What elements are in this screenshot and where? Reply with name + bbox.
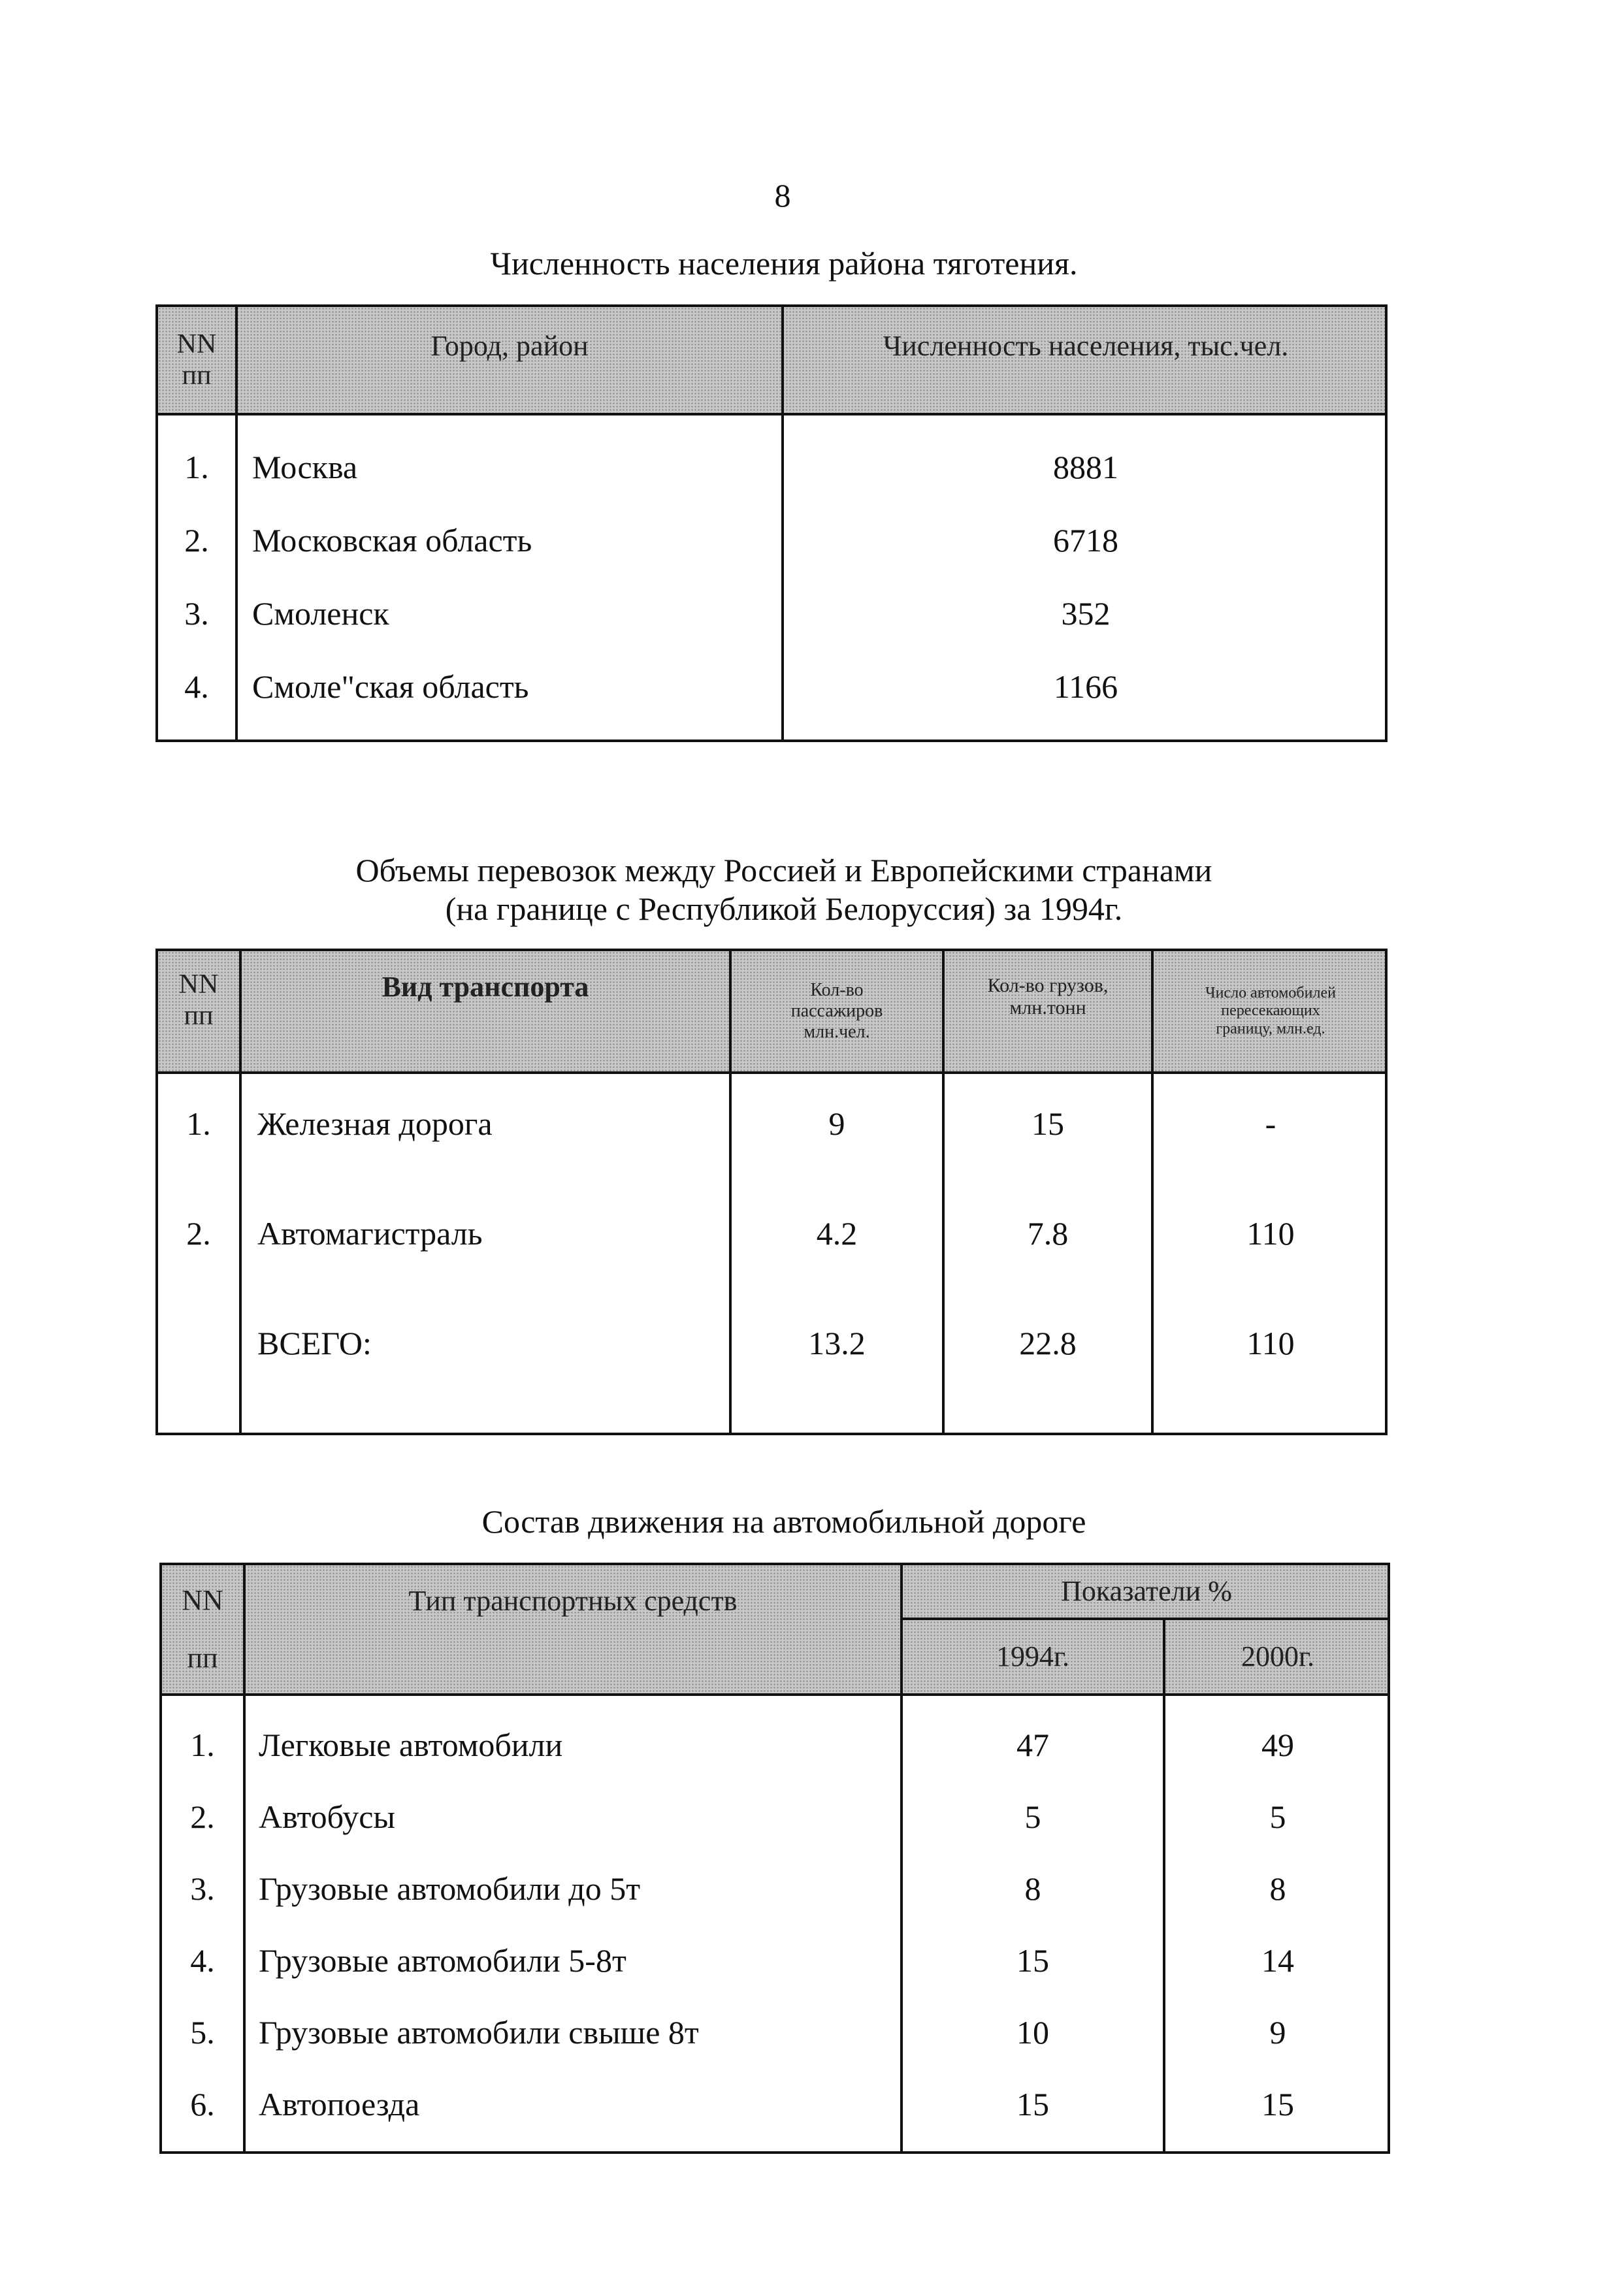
row-cargo: 22.8 [1019, 1325, 1077, 1361]
row-num: 3. [184, 595, 209, 632]
row-transport: ВСЕГО: [257, 1325, 372, 1361]
table1-title: Численность населения района тяготения. [490, 245, 1078, 282]
header-vehicle-type: Тип транспортных средств [408, 1584, 738, 1617]
row-passengers: 13.2 [808, 1325, 866, 1361]
divider [239, 951, 242, 1433]
row-vehicle: Автопоезда [259, 2086, 420, 2122]
row-2000: 9 [1269, 2014, 1286, 2051]
header-city: Город, район [430, 329, 589, 362]
row-num: 2. [184, 522, 209, 559]
row-num: 4. [190, 1942, 215, 1979]
row-1994: 8 [1024, 1870, 1041, 1907]
row-cargo: 15 [1031, 1105, 1064, 1142]
divider [158, 1071, 1385, 1074]
row-cargo: 7.8 [1027, 1215, 1069, 1252]
row-vehicle: Автобусы [259, 1798, 395, 1835]
row-2000: 49 [1261, 1727, 1294, 1763]
row-2000: 8 [1269, 1870, 1286, 1907]
row-population: 352 [1061, 595, 1111, 632]
table2-title-line2: (на границе с Республикой Белоруссия) за 1994г. [445, 890, 1123, 927]
row-passengers: 4.2 [816, 1215, 858, 1252]
row-population: 6718 [1053, 522, 1118, 559]
row-1994: 5 [1024, 1798, 1041, 1835]
row-city: Смоле"ская область [252, 668, 529, 705]
row-1994: 15 [1016, 2086, 1049, 2122]
row-vehicles: 110 [1246, 1215, 1295, 1252]
row-vehicles: - [1265, 1105, 1276, 1142]
page-number: 8 [774, 177, 791, 214]
row-num: 6. [190, 2086, 215, 2122]
row-num: 2. [186, 1215, 211, 1252]
header-year-1994: 1994г. [996, 1640, 1070, 1672]
divider [243, 1565, 246, 2151]
header-vehicles: Число автомобилей пересекающих границу, млн.ед. [1205, 984, 1336, 1037]
row-2000: 15 [1261, 2086, 1294, 2122]
row-num: 4. [184, 668, 209, 705]
row-vehicle: Грузовые автомобили 5-8т [259, 1942, 626, 1979]
row-1994: 47 [1016, 1727, 1049, 1763]
row-num: 2. [190, 1798, 215, 1835]
header-num: NN пп [176, 329, 217, 391]
row-num: 3. [190, 1870, 215, 1907]
row-city: Москва [252, 449, 358, 485]
row-2000: 5 [1269, 1798, 1286, 1835]
row-transport: Автомагистраль [257, 1215, 483, 1252]
row-population: 8881 [1053, 449, 1118, 485]
header-population: Численность населения, тыс.чел. [883, 329, 1289, 362]
header-num: NN пп [182, 1584, 223, 1674]
transport-volume-table [155, 949, 1388, 1435]
table3-title: Состав движения на автомобильной дороге [481, 1503, 1086, 1540]
row-city: Московская область [252, 522, 532, 559]
divider [162, 1693, 1388, 1696]
traffic-composition-table [159, 1563, 1390, 2154]
row-2000: 14 [1261, 1942, 1294, 1979]
row-population: 1166 [1053, 668, 1118, 705]
row-num: 5. [190, 2014, 215, 2051]
header-cargo: Кол-во грузов, млн.тонн [987, 974, 1109, 1018]
table2-title-line1: Объемы перевозок между Россией и Европейскими странами [355, 852, 1212, 888]
row-city: Смоленск [252, 595, 389, 632]
header-year-2000: 2000г. [1241, 1640, 1315, 1672]
row-vehicles: 110 [1246, 1325, 1295, 1361]
row-vehicle: Грузовые автомобили до 5т [259, 1870, 641, 1907]
row-num: 1. [190, 1727, 215, 1763]
population-table [155, 304, 1388, 742]
row-transport: Железная дорога [257, 1105, 493, 1142]
header-num: NN пп [178, 969, 219, 1031]
row-vehicle: Грузовые автомобили свыше 8т [259, 2014, 699, 2051]
row-1994: 15 [1016, 1942, 1049, 1979]
row-passengers: 9 [828, 1105, 845, 1142]
row-vehicle: Легковые автомобили [259, 1727, 563, 1763]
divider [158, 413, 1385, 415]
row-num: 1. [186, 1105, 211, 1142]
row-1994: 10 [1016, 2014, 1049, 2051]
row-num: 1. [184, 449, 209, 485]
header-indicators: Показатели % [1061, 1574, 1232, 1607]
header-passengers: Кол-во пассажиров млн.чел. [790, 979, 883, 1043]
header-transport-type: Вид транспорта [382, 970, 589, 1003]
